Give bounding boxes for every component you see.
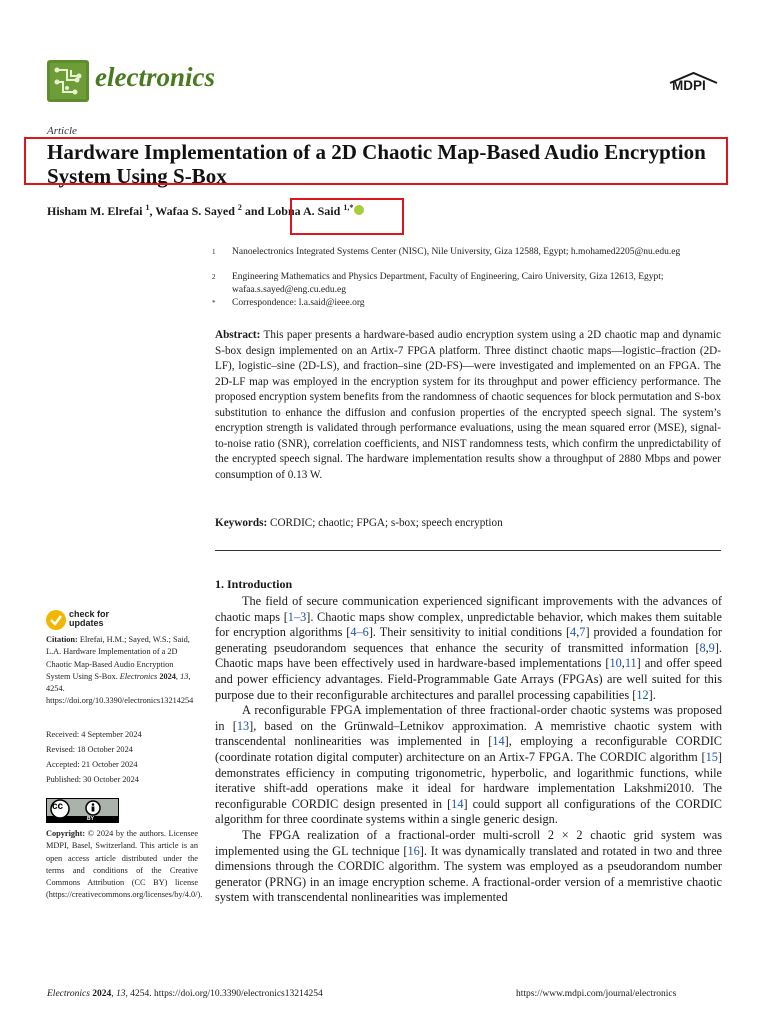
- journal-logo-icon: [47, 60, 89, 102]
- author-affiliation-mark: 2: [237, 203, 242, 212]
- cc-by-license-icon[interactable]: [46, 798, 119, 823]
- section-divider: [215, 550, 721, 551]
- citation-year: 2024: [159, 671, 176, 681]
- body-text-run: The FPGA realization of a fractional-order multi-scroll 2 × 2 chaotic grid system was implemented using the GL technique [: [215, 827, 722, 858]
- reference-link[interactable]: 4–6: [350, 625, 369, 640]
- abstract-text: This paper presents a hardware-based audio encryption system using a 2D chaotic map and dynamic S-box design implemented on an Artix-7 FPGA platform. Three distinct chaotic maps—logistic–fraction (2D-LF), logistic–sine (2D-LS), and fraction–sine (2D-FS)—were investigated and implemented on an FPGA. The 2D-LF map was employed in the encryption system for its throughput and power efficiency performance. The proposed encryption system benefits from the randomness of chaotic sequences for block permutation and S-box substitution to enhance the diffusion and confusion properties of the encrypted speech signal. The system’s encryption strength is validated through performance evaluations, using the mean squared error (MSE), signal-to-noise ratio (SNR), correlation coefficients, and NIST randomness tests, which confirm the unpredictability of the encrypted speech signal. The hardware implementation results show a throughput of 2880 Mbps and power consumption of 0.13 W.: [215, 329, 721, 481]
- keywords-label: Keywords:: [215, 517, 268, 529]
- footer-journal: Electronics: [47, 989, 90, 999]
- footer-doi[interactable]: , 4254. https://doi.org/10.3390/electronics13214254: [125, 989, 323, 999]
- body-text-run: The field of secure communication experienced significant improvements with the advances of chaotic maps [: [215, 594, 722, 624]
- article-type: Article: [47, 125, 77, 137]
- check-line-1: check for: [69, 609, 110, 619]
- citation-volume: 13: [180, 671, 189, 681]
- author-affiliation-mark: 1: [145, 203, 150, 212]
- check-for-updates-icon[interactable]: [46, 610, 66, 630]
- citation: Citation: Elrefai, H.M.; Sayed, W.S.; Said, L.A. Hardware Implementation of a 2D Chaotic Map-Based Audio Encryption System Using S-Box. Electronics 2024, 13, 4254. https://doi.org/10.3390/electronics13214254: [46, 635, 194, 706]
- abstract: [215, 328, 721, 483]
- reference-link[interactable]: 13: [236, 718, 250, 733]
- footer-volume: 13: [116, 989, 126, 999]
- body-text-run: ]. Their sensitivity to initial conditions [: [368, 625, 571, 640]
- author-name[interactable]: Hisham M. Elrefai: [47, 204, 143, 218]
- introduction-body: [215, 594, 722, 906]
- reference-link[interactable]: 15: [705, 749, 718, 764]
- citation-text: Elrefai, H.M.; Sayed, W.S.; Said, L.A. Hardware Implementation of a 2D Chaotic Map-Based Audio Encryption System Using S-Box.: [46, 635, 190, 681]
- author-name[interactable]: Lobna A. Said: [267, 204, 341, 218]
- reference-link[interactable]: 11: [624, 656, 637, 671]
- body-text-run: ] provided a foundation for generating pseudorandom sequences that enhance the security of transmitted information [: [215, 625, 722, 655]
- date-received: Received: 4 September 2024: [46, 730, 142, 739]
- author-name[interactable]: Wafaa S. Sayed: [155, 204, 235, 218]
- author-conjunction: and: [241, 204, 268, 218]
- body-text-run: ] could support all configurations of the CORDIC algorithm for three coordinate systems within a single generic design.: [215, 796, 723, 827]
- reference-link[interactable]: 14: [492, 734, 505, 749]
- body-paragraph: [215, 828, 722, 906]
- affiliation-mark: 2: [212, 273, 216, 281]
- reference-link[interactable]: 1–3: [287, 609, 307, 624]
- reference-link[interactable]: 16: [407, 843, 420, 858]
- citation-journal: Electronics: [119, 671, 158, 681]
- body-paragraph: [215, 594, 722, 703]
- copyright-text: © 2024 by the authors. Licensee MDPI, Basel, Switzerland. This article is an open access article distributed under the terms and conditions of the Creative Commons Attribution (CC BY) license (https://creativecommons.org/licenses/by/4.0/).: [46, 829, 203, 900]
- abstract-label: Abstract:: [215, 329, 261, 341]
- keywords-text: CORDIC; chaotic; FPGA; s-box; speech encryption: [270, 517, 503, 529]
- affiliation-text: Nanoelectronics Integrated Systems Center (NISC), Nile University, Giza 12588, Egypt; h.mohamed2205@nu.edu.eg: [232, 247, 681, 257]
- affiliation-mark: *: [212, 299, 216, 307]
- body-paragraph: [215, 703, 722, 828]
- reference-link[interactable]: 12: [636, 687, 649, 702]
- body-text-run: ] and offer speed and power efficiency advantages. Field-Programmable Gate Arrays (FPGAs) are well suited for this purpose due to their reconfigurable architectures and parallel processing capabilities [: [215, 656, 722, 702]
- reference-link[interactable]: 10: [609, 656, 622, 671]
- reference-link[interactable]: 7: [579, 625, 586, 640]
- reference-link[interactable]: 9: [708, 640, 715, 655]
- body-text-run: ]. Chaotic maps show complex, unpredictable behavior, which makes them suitable for encryption algorithms [: [215, 609, 722, 640]
- citation-label: Citation:: [46, 635, 78, 644]
- body-text-run: ]. Chaotic maps have been effectively used in hardware-based implementations [: [215, 640, 722, 671]
- affiliation-text: Engineering Mathematics and Physics Department, Faculty of Engineering, Cairo University, Giza 12613, Egypt; wafaa.s.sayed@eng.cu.edu.eg: [232, 272, 664, 295]
- cc-label: cc: [52, 801, 64, 812]
- footer-year: 2024: [92, 989, 112, 999]
- reference-link[interactable]: 14: [451, 796, 464, 811]
- footer-journal-url[interactable]: https://www.mdpi.com/journal/electronics: [516, 989, 677, 999]
- copyright: [46, 828, 203, 902]
- author-affiliation-mark: 1,*: [343, 203, 354, 212]
- affiliation-mark: 1: [212, 248, 216, 256]
- body-text-run: ,: [705, 640, 709, 655]
- author-highlight-box: [290, 198, 404, 235]
- keywords: [215, 517, 721, 529]
- check-line-2: updates: [69, 618, 104, 628]
- reference-link[interactable]: 8: [699, 640, 706, 655]
- date-published: Published: 30 October 2024: [46, 775, 139, 784]
- body-text-run: ], based on the Grünwald–Letnikov approximation. A memristive chaotic system with transcendental nonlinearities was implemented in [: [215, 718, 722, 749]
- check-for-updates-label[interactable]: [69, 610, 109, 628]
- journal-name: electronics: [95, 62, 215, 92]
- body-text-run: A reconfigurable FPGA implementation of three fractional-order chaotic systems was proposed in [: [215, 703, 722, 733]
- body-text-run: ]. It was dynamically translated and rotated in two and three dimensions through the CORDIC algorithm. The system was employed as a pseudorandom number generator (PRNG) in an image encryption scheme. A fractional-order version of a memristive chaotic system with transcendental nonlinearities was implemented: [215, 843, 722, 905]
- publisher-name: MDPI: [672, 78, 706, 93]
- body-text-run: ], employing a reconfigurable CORDIC (coordinate rotation digital computer) architecture on an Artix-7 FPGA. The CORDIC algorithm [: [215, 734, 722, 764]
- citation-doi[interactable]: , 4254. https://doi.org/10.3390/electronics13214254: [46, 671, 194, 706]
- author-separator: ,: [149, 204, 156, 218]
- date-revised: Revised: 18 October 2024: [46, 745, 133, 754]
- date-accepted: Accepted: 21 October 2024: [46, 760, 138, 769]
- cc-by-label: BY: [87, 816, 94, 822]
- copyright-label: Copyright:: [46, 829, 86, 838]
- body-text-run: ] demonstrates efficiency in computing trigonometric, hyperbolic, and logarithmic functions, while iterative shift-add operations make it ideal for hardware implementation Lakshmi2010. The reconfigurable CORDIC design presented in [: [215, 749, 722, 811]
- body-text-run: ].: [648, 687, 656, 702]
- title-highlight-box: [24, 137, 728, 185]
- body-text-run: ,: [576, 625, 580, 640]
- footer-citation: Electronics 2024, 13, 4254. https://doi.org/10.3390/electronics13214254: [47, 989, 323, 999]
- body-text-run: ,: [621, 656, 625, 671]
- reference-link[interactable]: 4: [570, 625, 577, 640]
- section-heading: 1. Introduction: [215, 577, 293, 591]
- affiliation-text: Correspondence: l.a.said@ieee.org: [232, 298, 365, 308]
- article-title: Hardware Implementation of a 2D Chaotic Map-Based Audio Encryption System Using S-Box: [47, 140, 706, 188]
